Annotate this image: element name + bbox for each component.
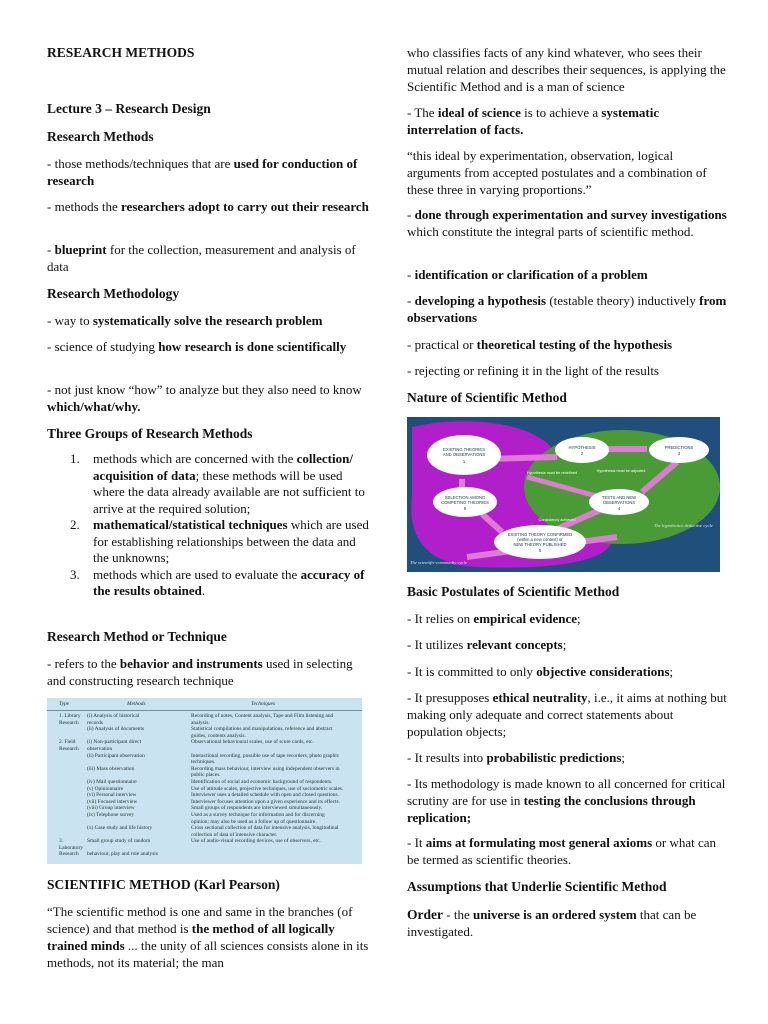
group-item-3: 3. methods which are used to evaluate the accuracy of the results obtained. <box>70 566 365 598</box>
rmy-item-2: - science of studying how research is done scientifically <box>47 339 347 354</box>
method-cell: (i) Non-participant direct <box>87 739 142 746</box>
technique-cell: Recording of notes, Content analysis, Tape and Film listening and <box>191 713 334 719</box>
table-row <box>47 746 362 753</box>
table-header <box>47 698 362 711</box>
node-6-line2: COMPETING THEORIES <box>441 500 489 505</box>
methods-table-figure <box>47 698 362 864</box>
technique-cell: techniques. <box>191 759 216 766</box>
table-row <box>47 825 362 832</box>
scientific-method-text: “The scientific method is one and same in the branches (of science) and that method is the method of all logically trained minds ... the unity of all sciences consists alone in its methods, not its material; the man <box>47 904 369 970</box>
order-text: Order - the universe is an ordered system that can be investigated. <box>407 907 697 939</box>
type-cell: 2. Field <box>59 739 76 746</box>
community-cycle-label: The scientific-community cycle <box>410 560 467 565</box>
right-item-1: - done through experimentation and survey investigations which constitute the integral parts of scientific method. <box>407 207 727 239</box>
table-row <box>47 805 362 812</box>
table-row <box>47 772 362 779</box>
document-title: RESEARCH METHODS <box>47 45 195 60</box>
arrow-label-consistency: Consistency achieved <box>538 518 576 522</box>
arrow-label-redefined: Hypothesis must be redefined <box>526 471 578 475</box>
method-cell: (i) Analysis of historical <box>87 713 140 719</box>
right-item-2: - identification or clarification of a problem <box>407 267 648 282</box>
method-cell: (vi) Personal interview <box>87 792 137 799</box>
type-cell <box>47 772 87 779</box>
node-2 <box>555 437 609 463</box>
table-row <box>47 739 362 746</box>
method-cell: (viii) Group interview <box>87 805 135 812</box>
postulate-7: - It aims at formulating most general axioms or what can be termed as scientific theories. <box>407 835 717 867</box>
type-cell <box>47 819 87 826</box>
node-3 <box>649 437 709 463</box>
table-header-techniques: Techniques <box>251 701 276 707</box>
table-row <box>47 779 362 786</box>
postulate-4: - It presupposes ethical neutrality, i.e., it aims at nothing but making only adequate and correct statements about population objects; <box>407 690 727 739</box>
node-5-line2: (within a new context) or <box>517 537 563 542</box>
type-cell <box>47 726 87 733</box>
node-3-line1: PREDICTIONS <box>664 445 694 450</box>
ideal-of-science: - The ideal of science is to achieve a systematic interrelation of facts. <box>407 105 660 137</box>
right-item-4: - practical or theoretical testing of the hypothesis <box>407 337 673 352</box>
scientific-method-cycle-diagram <box>407 417 720 572</box>
ideal-quote: “this ideal by experimentation, observation, logical arguments from accepted postulates and a combination of these three in varying proportions.” <box>407 148 707 197</box>
method-cell: records <box>87 719 103 726</box>
table-row <box>47 812 362 819</box>
type-cell <box>47 766 87 773</box>
type-cell: 1. Library <box>59 713 81 719</box>
nature-heading: Nature of Scientific Method <box>407 390 567 405</box>
node-4-line1: TESTS AND NEW <box>601 495 637 500</box>
technique-text: - refers to the behavior and instruments used in selecting and constructing research technique <box>47 656 353 688</box>
technique-cell: Observational behavioural scales, use of score cards, etc. <box>191 739 314 746</box>
node-4-line2: OBSERVATIONS <box>602 500 636 505</box>
technique-cell: Use of audio-visual recording devices, use of observers, etc. <box>191 838 321 845</box>
rmy-item-3: - not just know “how” to analyze but they also need to know which/what/why. <box>47 382 362 414</box>
method-cell: (iii) Mass observation <box>87 765 135 772</box>
method-cell: Small group study of random <box>87 838 151 845</box>
table-row <box>47 726 362 733</box>
method-cell: (ii) Analysis of documents <box>87 726 145 733</box>
postulate-5: - It results into probabilistic predictions; <box>407 750 626 765</box>
table-body <box>47 711 362 858</box>
technique-cell: Used as a survey technique for information and for discerning <box>191 811 325 818</box>
type-cell: Research <box>59 745 79 752</box>
table-header-methods: Methods <box>127 701 146 707</box>
arrow-label-adjusted: Hypothesis must be adjusted <box>596 469 646 473</box>
type-cell <box>47 753 87 760</box>
type-cell <box>47 825 87 832</box>
technique-heading: Research Method or Technique <box>47 629 227 644</box>
method-cell: (ii) Participant observation <box>87 752 145 759</box>
technique-cell: opinion; may also be used as a follow up of questionnaire. <box>191 818 317 825</box>
table-row <box>47 838 362 851</box>
technique-cell: Interactional recording, possible use of tape recorders, photo graphic <box>191 752 340 759</box>
node-4-num: 4 <box>617 506 621 511</box>
postulate-1: - It relies on empirical evidence; <box>407 611 581 626</box>
deductive-cycle-label: The hypothetico deductive cycle <box>654 523 713 528</box>
assumptions-heading: Assumptions that Underlie Scientific Method <box>407 879 667 894</box>
method-cell: (x) Case study and life history <box>87 825 153 832</box>
rm-item-2: - methods the researchers adopt to carry out their research <box>47 199 369 214</box>
technique-cell: public places. <box>191 772 221 779</box>
node-5-line1: EXISTING THEORY CONFIRMED <box>507 532 573 537</box>
scientific-method-heading: SCIENTIFIC METHOD (Karl Pearson) <box>47 877 280 892</box>
technique-cell: analysis. <box>191 719 210 726</box>
postulates-heading: Basic Postulates of Scientific Method <box>407 584 620 599</box>
node-1-line1: EXISTING THEORIES <box>442 447 486 452</box>
rmy-item-1: - way to systematically solve the research problem <box>47 313 323 328</box>
technique-cell: Interviewer uses a detailed schedule with open and closed questions. <box>191 792 339 799</box>
type-cell <box>47 759 87 766</box>
group-item-1: 1. methods which are concerned with the collection/ acquisition of data; these methods will be used where the data already available are not sufficient to arrive at the required solution; <box>70 451 365 516</box>
table-header-type: Type <box>59 701 70 707</box>
type-cell: Research <box>59 719 79 726</box>
postulate-6: - Its methodology is made known to all concerned for critical scrutiny are for use in testing the conclusions through replication; <box>407 776 726 825</box>
node-2-line1: HYPOTHESIS <box>568 445 596 450</box>
method-cell <box>87 759 191 766</box>
type-cell <box>47 832 87 839</box>
type-cell: 3. Laboratory <box>59 838 83 851</box>
research-methods-heading: Research Methods <box>47 129 154 144</box>
type-cell <box>47 812 87 819</box>
three-groups-heading: Three Groups of Research Methods <box>47 426 253 441</box>
method-cell: (iv) Mail questionnaire <box>87 778 137 785</box>
group-item-2: 2. mathematical/statistical techniques which are used for establishing relationships between the data and the unknowns; <box>70 517 369 565</box>
node-6-num: 6 <box>463 506 467 511</box>
three-groups-list <box>47 451 369 600</box>
node-2-num: 2 <box>580 451 584 456</box>
technique-cell: guides, contents analysis. <box>191 732 246 739</box>
method-cell: (ix) Telephone survey <box>87 811 135 818</box>
technique-cell <box>191 746 362 753</box>
technique-cell <box>191 851 362 858</box>
method-cell: (v) Opinionnaire <box>87 785 124 792</box>
method-cell: observation <box>87 745 113 752</box>
postulate-3: - It is committed to only objective considerations; <box>407 664 674 679</box>
technique-cell: Cross sectional collection of data for intensive analysis, longitudinal <box>191 825 339 832</box>
node-6-line1: SELECTION AMONG <box>444 495 486 500</box>
type-cell <box>47 779 87 786</box>
type-cell <box>47 799 87 806</box>
technique-cell: Statistical compilations and manipulations, reference and abstract <box>191 726 333 733</box>
method-cell: behaviour, play and role analysis <box>87 851 158 858</box>
continued-text: who classifies facts of any kind whatever, who sees their mutual relation and describes their sequences, is applying the Scientific Method and is a man of science <box>407 45 726 94</box>
technique-cell: Use of attitude scales, projective techniques, use of sociometric scales. <box>191 785 344 792</box>
type-cell: Research <box>59 851 79 858</box>
right-item-5: - rejecting or refining it in the light of the results <box>407 363 659 378</box>
technique-cell: Identification of social and economic background of respondents. <box>191 778 333 785</box>
node-5-line3: NEW THEORY PUBLISHED <box>513 542 567 547</box>
type-cell <box>47 786 87 793</box>
node-5-num: 5 <box>538 548 542 553</box>
type-cell <box>47 733 87 740</box>
technique-cell: Interviewer focuses attention upon a given experience and its effects. <box>191 798 340 805</box>
technique-cell: collection of data of intensive character. <box>191 831 278 838</box>
method-cell: (vii) Focused interview <box>87 798 138 805</box>
rm-item-3: - blueprint for the collection, measurement and analysis of data <box>47 242 356 274</box>
research-methodology-heading: Research Methodology <box>47 286 180 301</box>
table-row <box>47 792 362 799</box>
right-item-3: - developing a hypothesis (testable theory) inductively from observations <box>407 293 727 325</box>
postulate-2: - It utilizes relevant concepts; <box>407 637 567 652</box>
table-row <box>47 766 362 773</box>
technique-cell: Recording mass behaviour, interview using independent observers in <box>191 765 340 772</box>
rm-item-1: - those methods/techniques that are used for conduction of research <box>47 156 358 188</box>
type-cell <box>47 792 87 799</box>
table-row <box>47 759 362 766</box>
node-1-num: 1 <box>462 459 466 464</box>
lecture-heading: Lecture 3 – Research Design <box>47 101 211 116</box>
technique-cell: Small groups of respondents are interviewed simultaneously. <box>191 805 323 812</box>
table-row <box>47 851 362 858</box>
table-row <box>47 713 362 720</box>
method-cell <box>87 772 191 779</box>
node-3-num: 3 <box>677 451 681 456</box>
node-1-line2: AND OBSERVATIONS <box>442 452 486 457</box>
type-cell <box>47 805 87 812</box>
table-row <box>47 753 362 760</box>
